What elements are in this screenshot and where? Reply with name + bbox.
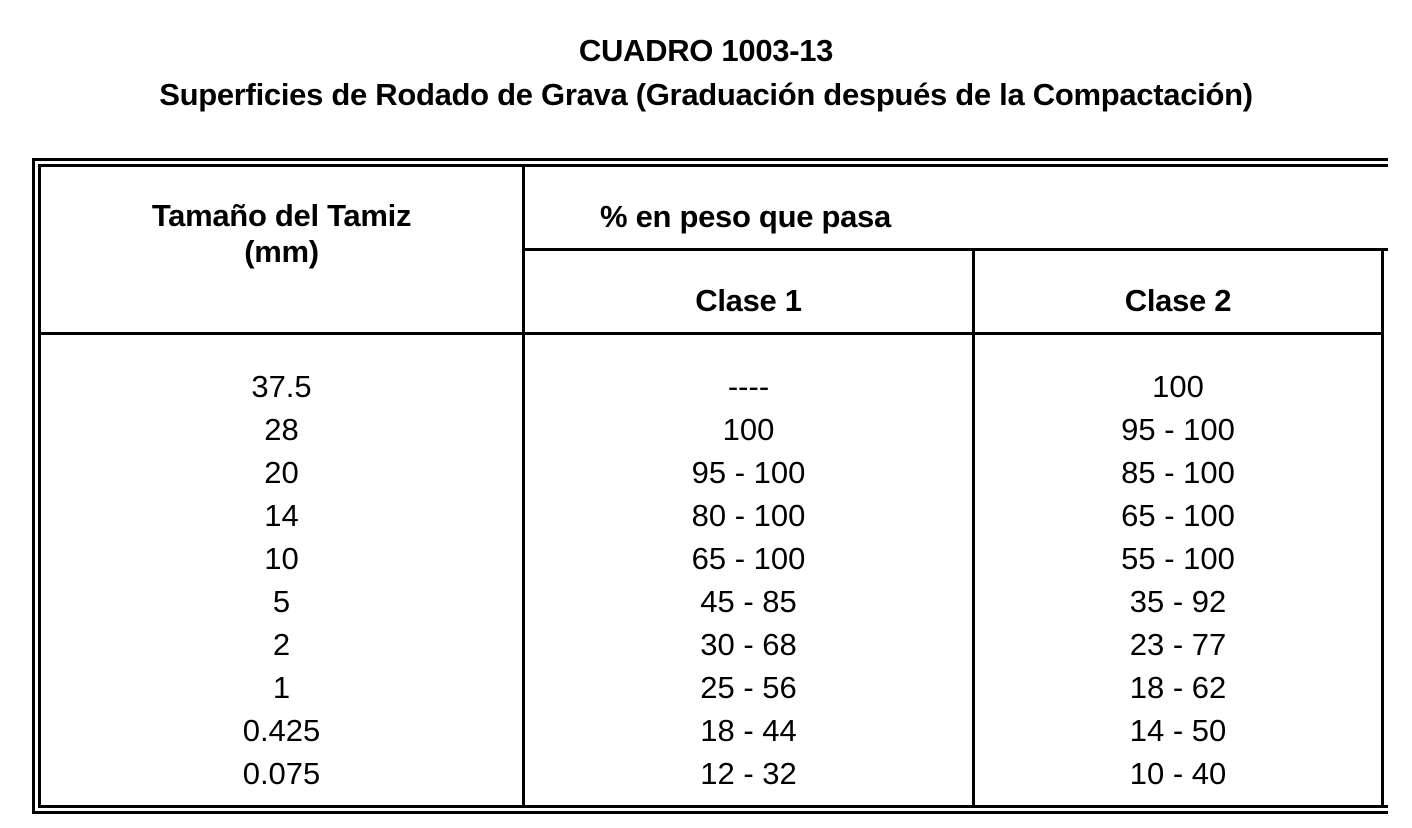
header-percent-passing: % en peso que pasa [600,199,891,234]
class-2-cell: 55 - 100 [1121,541,1235,576]
sieve-size-cell: 20 [264,455,299,490]
class-1-cell: 18 - 44 [700,713,797,748]
class-1-column [525,365,972,795]
header-class-2: Clase 2 [1124,283,1232,318]
sieve-size-cell: 14 [264,498,299,533]
table-number-title: CUADRO 1003-13 [578,33,834,68]
class-1-cell: 100 [722,412,775,447]
class-1-cell: 80 - 100 [691,498,806,533]
class-2-cell: 95 - 100 [1121,412,1235,447]
header-sieve-size-line1: Tamaño del Tamiz [151,198,412,233]
class-1-cell: 95 - 100 [691,455,806,490]
header-sieve-size-unit: (mm) [244,234,319,269]
sieve-size-column [41,365,522,795]
class-2-cell: 23 - 77 [1129,627,1227,662]
header-divider-percent [522,248,1388,251]
table-caption: Superficies de Rodado de Grava (Graduación después de la Compactación) [159,77,1253,112]
header-sieve-size [41,198,522,270]
sieve-size-cell: 0.075 [242,756,321,791]
class-2-cell: 14 - 50 [1129,713,1227,748]
sieve-size-cell: 2 [272,627,291,662]
sieve-size-cell: 5 [272,584,291,619]
class-1-cell: 30 - 68 [700,627,797,662]
header-divider-bottom [41,332,1384,335]
class-2-cell: 18 - 62 [1129,670,1227,705]
sieve-size-cell: 28 [264,412,299,447]
class-2-cell: 100 [1152,369,1204,404]
class-2-cell: 10 - 40 [1129,756,1227,791]
header-class-1: Clase 1 [695,283,802,318]
sieve-size-cell: 10 [264,541,299,576]
class-1-cell: 12 - 32 [700,756,797,791]
sieve-size-cell: 37.5 [251,369,312,404]
sieve-size-cell: 1 [272,670,291,705]
class-2-column [975,365,1381,795]
class-1-cell: ---- [727,369,770,404]
class-2-cell: 35 - 92 [1129,584,1227,619]
class-2-cell: 65 - 100 [1121,498,1235,533]
class-1-cell: 65 - 100 [691,541,806,576]
class-2-cell: 85 - 100 [1121,455,1235,490]
sieve-size-cell: 0.425 [242,713,321,748]
class-1-cell: 45 - 85 [700,584,797,619]
document-title-block [0,30,1412,116]
class-1-cell: 25 - 56 [700,670,797,705]
